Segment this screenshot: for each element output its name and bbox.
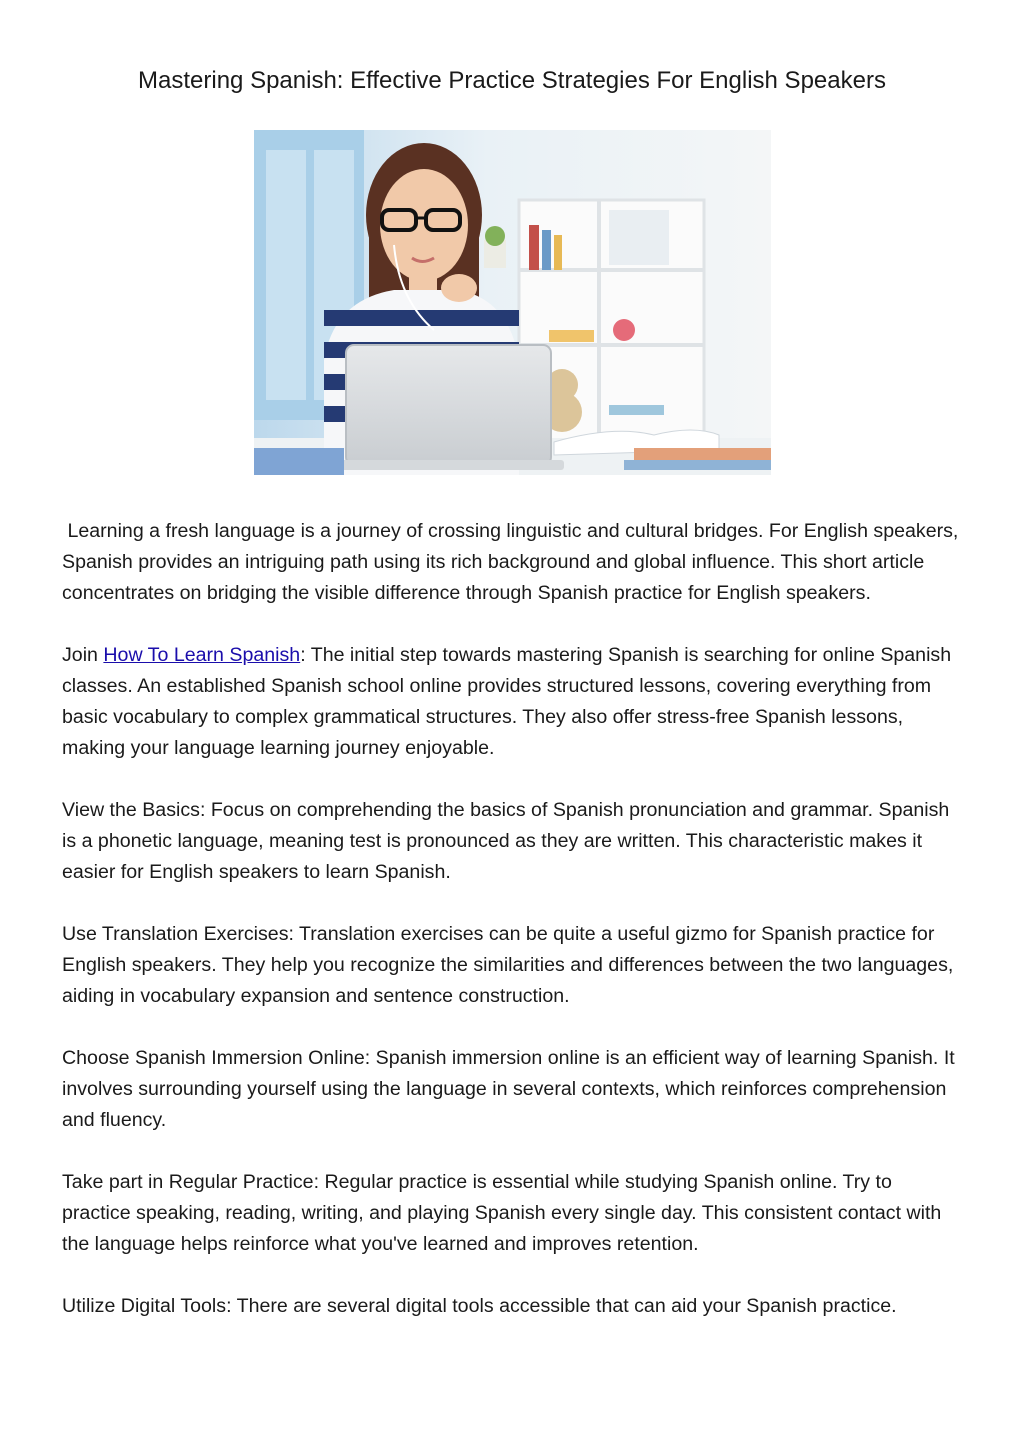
how-to-learn-spanish-link[interactable]: How To Learn Spanish: [103, 644, 301, 666]
paragraph-join-prefix: Join: [62, 644, 104, 666]
paragraph-immersion: Choose Spanish Immersion Online: Spanish immersion online is an efficient way of learning Spanish. It involves surrounding yourself using the language in several contexts, which reinforces comprehension and fluency.: [62, 1047, 961, 1131]
paragraph-intro: Learning a fresh language is a journey of crossing linguistic and cultural bridges. For English speakers, Spanish provides an intriguing path using its rich background and global influence. This short article concentrates on bridging the visible difference through Spanish practice for English speakers.: [62, 520, 964, 604]
paragraph-join: [62, 640, 962, 764]
article-body: [62, 516, 962, 1353]
paragraph-join-suffix: : The initial step towards mastering Spanish is searching for online Spanish classes. An established Spanish school online provides structured lessons, covering everything from basic vocabulary to complex grammatical structures. They also offer stress-free Spanish lessons, making your language learning journey enjoyable.: [62, 644, 957, 759]
paragraph-practice: Take part in Regular Practice: Regular practice is essential while studying Spanish online. Try to practice speaking, reading, writing, and playing Spanish every single day. This consistent contact with the language helps reinforce what you've learned and improves retention.: [62, 1171, 947, 1255]
page-title: Mastering Spanish: Effective Practice Strategies For English Speakers: [138, 67, 886, 94]
hero-image: [254, 130, 771, 475]
photo-student-laptop-icon: [254, 130, 771, 475]
paragraph-translation: Use Translation Exercises: Translation exercises can be quite a useful gizmo for Spanish practice for English speakers. They help you recognize the similarities and differences between the two languages, aiding in vocabulary expansion and sentence construction.: [62, 923, 959, 1007]
paragraph-digital: Utilize Digital Tools: There are several digital tools accessible that can aid your Spanish practice.: [62, 1295, 897, 1317]
paragraph-basics: View the Basics: Focus on comprehending the basics of Spanish pronunciation and grammar. Spanish is a phonetic language, meaning test is pronounced as they are written. This characteristic makes it easier for English speakers to learn Spanish.: [62, 799, 955, 883]
